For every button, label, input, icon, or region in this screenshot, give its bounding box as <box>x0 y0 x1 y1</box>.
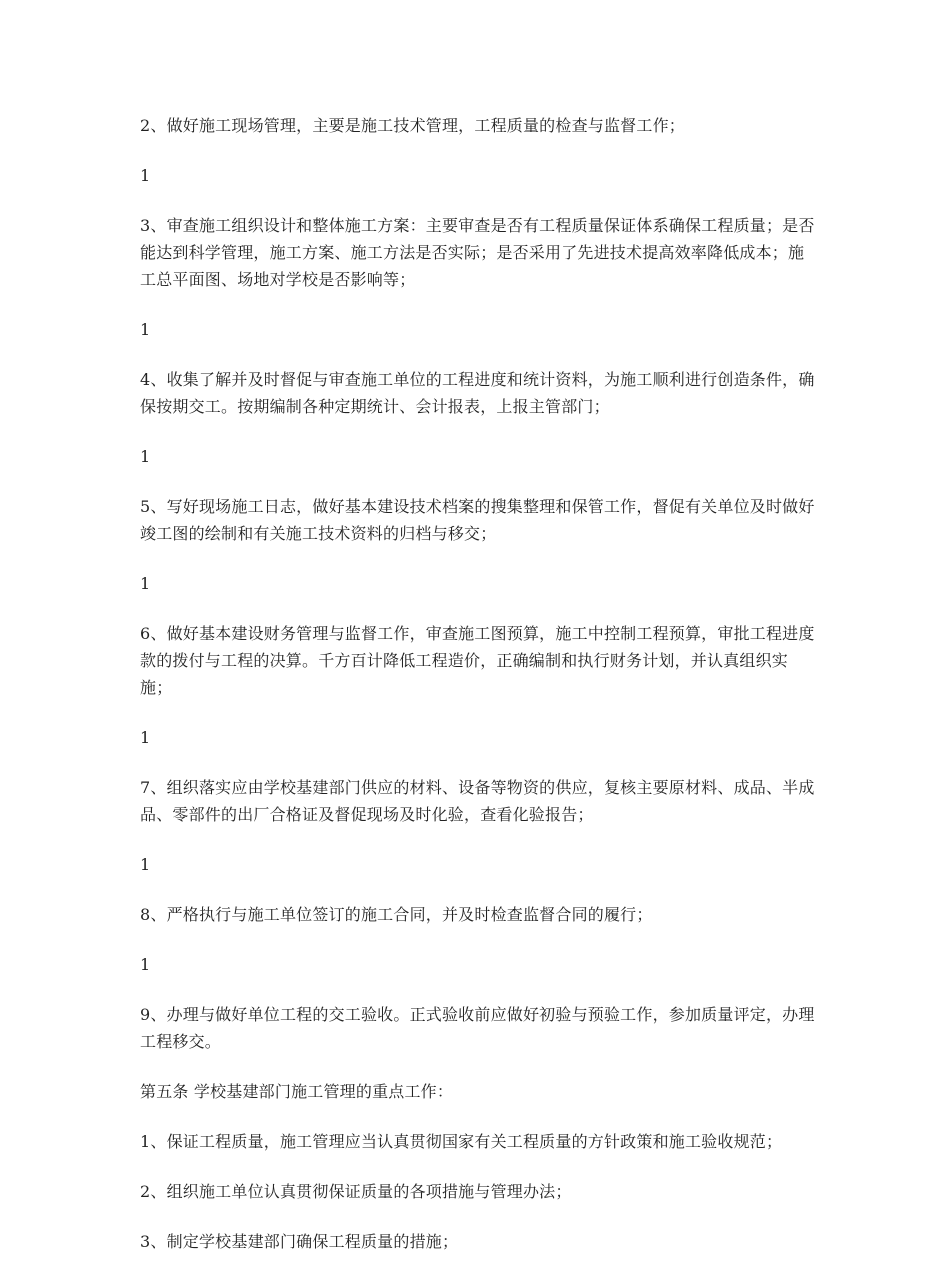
page-marker: 1 <box>140 320 151 339</box>
paragraph-item-5: 5、写好现场施工日志，做好基本建设技术档案的搜集整理和保管工作，督促有关单位及时做好竣工图的绘制和有关施工技术资料的归档与移交； <box>140 497 815 543</box>
page-marker: 1 <box>140 447 151 466</box>
document-body <box>140 112 815 1278</box>
focus-item-1: 1、保证工程质量，施工管理应当认真贯彻国家有关工程质量的方针政策和施工验收规范； <box>140 1132 783 1151</box>
paragraph-item-6: 6、做好基本建设财务管理与监督工作，审查施工图预算，施工中控制工程预算，审批工程进度款的拨付与工程的决算。千方百计降低工程造价，正确编制和执行财务计划，并认真组织实施； <box>140 624 815 697</box>
paragraph-item-4: 4、收集了解并及时督促与审查施工单位的工程进度和统计资料，为施工顺利进行创造条件，确保按期交工。按期编制各种定期统计、会计报表，上报主管部门； <box>140 370 815 416</box>
paragraph-item-7: 7、组织落实应由学校基建部门供应的材料、设备等物资的供应，复核主要原材料、成品、半成品、零部件的出厂合格证及督促现场及时化验，查看化验报告； <box>140 778 815 824</box>
paragraph-item-2: 2、做好施工现场管理，主要是施工技术管理，工程质量的检查与监督工作； <box>140 116 685 135</box>
page-marker: 1 <box>140 166 151 185</box>
page-marker: 1 <box>140 728 151 747</box>
paragraph-item-3: 3、审查施工组织设计和整体施工方案：主要审查是否有工程质量保证体系确保工程质量；是否能达到科学管理，施工方案、施工方法是否实际；是否采用了先进技术提高效率降低成本；施工总平面图、场地对学校是否影响等； <box>140 216 815 289</box>
focus-item-3: 3、制定学校基建部门确保工程质量的措施； <box>140 1232 459 1251</box>
section-heading-article-5: 第五条 学校基建部门施工管理的重点工作： <box>140 1082 454 1101</box>
page-marker: 1 <box>140 855 151 874</box>
page-marker: 1 <box>140 955 151 974</box>
page-marker: 1 <box>140 574 151 593</box>
paragraph-item-8: 8、严格执行与施工单位签订的施工合同，并及时检查监督合同的履行； <box>140 905 653 924</box>
focus-item-2: 2、组织施工单位认真贯彻保证质量的各项措施与管理办法； <box>140 1182 572 1201</box>
paragraph-item-9: 9、办理与做好单位工程的交工验收。正式验收前应做好初验与预验工作，参加质量评定，办理工程移交。 <box>140 1005 815 1051</box>
